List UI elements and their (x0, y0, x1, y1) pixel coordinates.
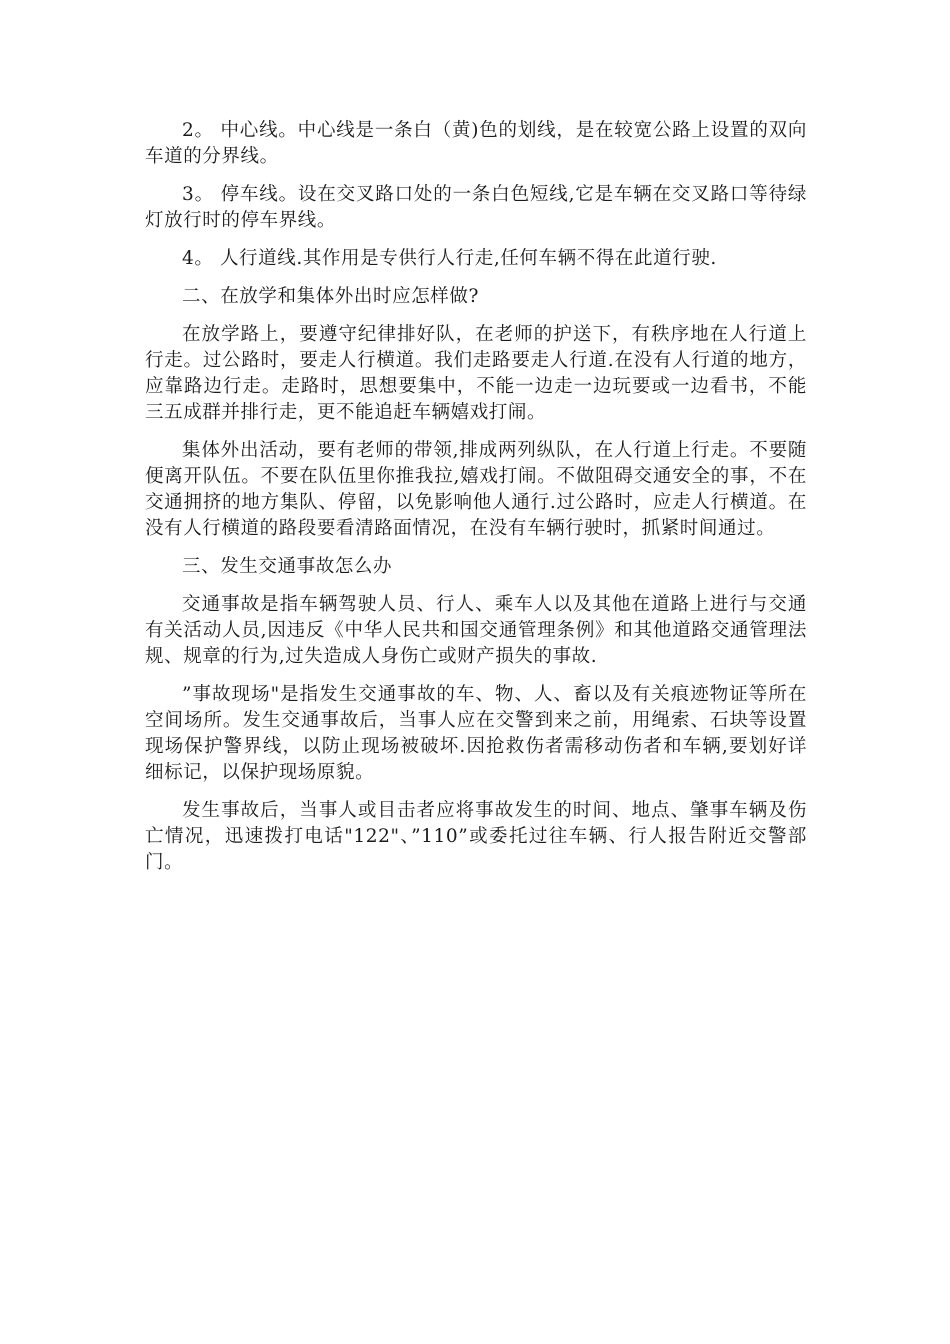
paragraph-after-school: 在放学路上，要遵守纪律排好队，在老师的护送下，有秩序地在人行道上行走。过公路时，要走人行横道。我们走路要走人行道.在没有人行道的地方，应靠路边行走。走路时，思想要集中，不能一边走一边玩要或一边看书，不能三五成群并排行走，更不能追赶车辆嬉戏打闹。 (145, 324, 807, 423)
paragraph-stop-line: 3。 停车线。设在交叉路口处的一条白色短线,它是车辆在交叉路口等待绿灯放行时的停车界线。 (145, 184, 807, 231)
paragraph-accident-definition: 交通事故是指车辆驾驶人员、行人、乘车人以及其他在道路上进行与交通有关活动人员,因违反《中华人民共和国交通管理条例》和其他道路交通管理法规、规章的行为,过失造成人身伤亡或财产损失的事故. (145, 594, 807, 667)
section-heading-2: 二、在放学和集体外出时应怎样做? (182, 286, 480, 307)
paragraph-accident-scene: ”事故现场"是指发生交通事故的车、物、人、畜以及有关痕迹物证等所在空间场所。发生交通事故后，当事人应在交警到来之前，用绳索、石块等设置现场保护警界线，以防止现场被破坏.因抢救伤者需移动伤者和车辆,要划好详细标记，以保护现场原貌。 (145, 684, 807, 783)
paragraph-report-accident: 发生事故后，当事人或目击者应将事故发生的时间、地点、肇事车辆及伤亡情况，迅速拨打电话"122"、”110”或委托过往车辆、行人报告附近交警部门。 (145, 800, 807, 873)
section-heading-3: 三、发生交通事故怎么办 (182, 556, 393, 577)
document-page (145, 118, 807, 888)
paragraph-crosswalk-line: 4。 人行道线.其作用是专供行人行走,任何车辆不得在此道行驶. (182, 248, 717, 269)
paragraph-group-outing: 集体外出活动，要有老师的带领,排成两列纵队，在人行道上行走。不要随便离开队伍。不要在队伍里你推我拉,嬉戏打闹。不做阻碍交通安全的事，不在交通拥挤的地方集队、停留，以免影响他人通行.过公路时，应走人行横道。在没有人行横道的路段要看清路面情况，在没有车辆行驶时，抓紧时间通过。 (145, 440, 807, 539)
paragraph-center-line: 2。 中心线。中心线是一条白（黄)色的划线，是在较宽公路上设置的双向车道的分界线。 (145, 120, 807, 167)
